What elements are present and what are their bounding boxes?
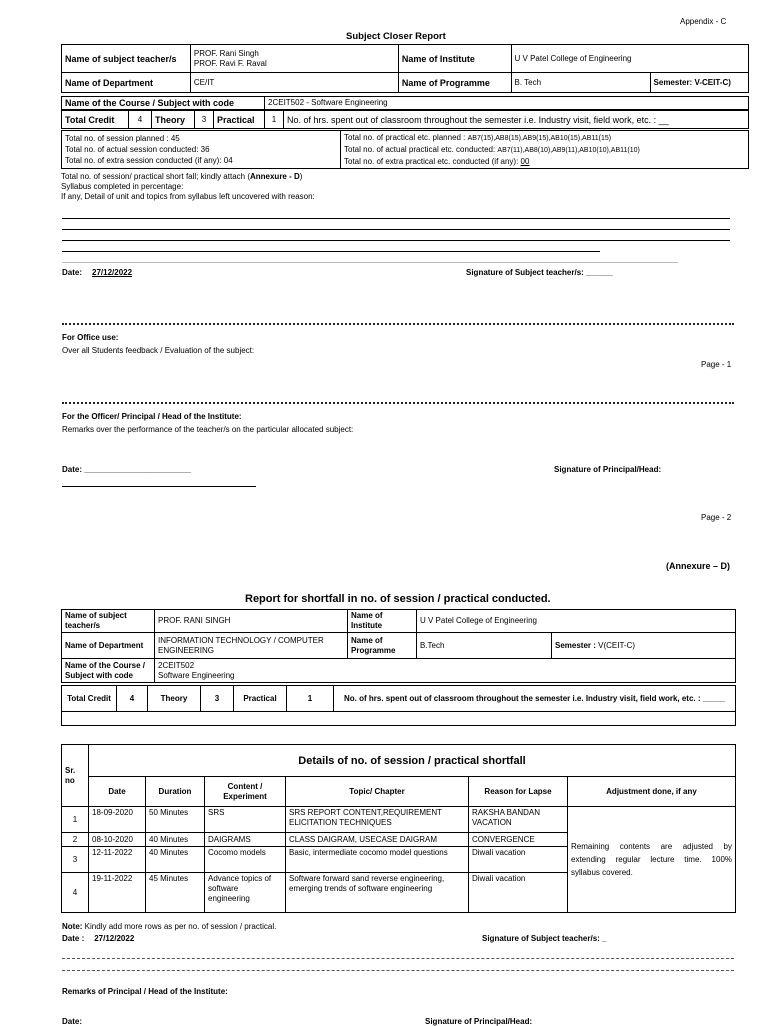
col-reason: Reason for Lapse — [469, 777, 568, 807]
row-reason: RAKSHA BANDAN VACATION — [469, 807, 568, 833]
theory-label: Theory — [152, 111, 195, 129]
prac-planned-value: AB7(15),AB8(15),AB9(15),AB10(15),AB11(15) — [467, 135, 612, 142]
row-date: 08-10-2020 — [89, 833, 146, 847]
shortfall-notes — [61, 172, 315, 202]
row-duration: 50 Minutes — [146, 807, 205, 833]
col-duration: Duration — [146, 777, 205, 807]
h2-teacher-value: PROF. RANI SINGH — [155, 610, 348, 633]
row-duration: 45 Minutes — [146, 873, 205, 913]
h2-practical-label: Practical — [234, 686, 287, 712]
h2-course-label: Name of the Course / Subject with code — [62, 659, 155, 683]
signature3: Signature of Subject teacher/s: _ — [482, 934, 607, 943]
shortfall-note-prefix: Total no. of session/ practical short fall; kindly attach ( — [61, 172, 250, 181]
hours-label: No. of hrs. spent out of classroom throughout the semester i.e. Industry visit, field work, etc. : __ — [284, 111, 749, 129]
col-topic: Topic/ Chapter — [286, 777, 469, 807]
teacher-label: Name of subject teacher/s — [62, 45, 191, 73]
shortfall-note-annexure: Annexure - D — [249, 172, 300, 181]
separator-line — [62, 402, 734, 404]
teacher-2: PROF. Ravi F. Raval — [193, 58, 267, 68]
details-table — [61, 744, 736, 913]
page-1-label: Page - 1 — [701, 360, 732, 369]
prac-actual-label: Total no. of actual practical etc. conducted: — [344, 145, 498, 154]
h2-institute-value: U V Patel College of Engineering — [417, 610, 736, 633]
h2-course-code: 2CEIT502 — [158, 660, 195, 670]
session-counts — [62, 131, 341, 169]
h2-credit-label: Total Credit — [62, 686, 117, 712]
practical-counts — [341, 131, 749, 169]
col-content: Content / Experiment — [205, 777, 286, 807]
row-sr: 2 — [62, 833, 89, 847]
date2-label: Date: ________________________ — [62, 465, 192, 474]
shortfall-note-suffix: ) — [299, 172, 303, 181]
theory-value: 3 — [195, 111, 214, 129]
blank-line — [62, 486, 256, 487]
h2-semester — [552, 633, 736, 659]
signature1: Signature of Subject teacher/s: ______ — [466, 268, 613, 277]
course-label: Name of the Course / Subject with code — [62, 97, 265, 110]
report-title: Subject Closer Report — [346, 31, 446, 42]
h2-course-name: Software Engineering — [158, 670, 235, 680]
credit-value: 4 — [129, 111, 152, 129]
uncovered-line: If any, Detail of unit and topics from syllabus left uncovered with reason: — [61, 192, 315, 201]
row-content: DAIGRAMS — [205, 833, 286, 847]
prac-actual-value: AB7(11),AB8(10),AB9(11),AB10(10),AB11(10) — [497, 147, 640, 154]
h2-practical-value: 1 — [287, 686, 334, 712]
session-actual: Total no. of actual session conducted: 36 — [65, 145, 210, 154]
programme-label: Name of Programme — [398, 73, 511, 93]
row-date: 12-11-2022 — [89, 847, 146, 873]
row-reason: CONVERGENCE — [469, 833, 568, 847]
note-prefix: Note: — [62, 922, 83, 931]
officer-heading: For the Officer/ Principal / Head of the Institute: — [62, 412, 242, 421]
row-topic: Basic, intermediate cocomo model questions — [286, 847, 469, 873]
row-date: 18-09-2020 — [89, 807, 146, 833]
credit-label: Total Credit — [62, 111, 129, 129]
row-topic: SRS REPORT CONTENT,REQUIREMENT ELICITATION TECHNIQUES — [286, 807, 469, 833]
teacher-1: PROF. Rani Singh — [193, 48, 259, 58]
prac-planned-label: Total no. of practical etc. planned : — [344, 133, 468, 142]
programme-value: B. Tech — [511, 73, 650, 93]
h2-department-label: Name of Department — [62, 633, 155, 659]
row-topic: CLASS DAIGRAM, USECASE DAIGRAM — [286, 833, 469, 847]
details-title: Details of no. of session / practical shortfall — [89, 745, 736, 777]
report2-title: Report for shortfall in no. of session / practical conducted. — [245, 593, 551, 605]
date3-value: 27/12/2022 — [94, 934, 135, 943]
blank-line — [62, 240, 730, 241]
semester-label: Semester: V-CEIT-C) — [650, 73, 748, 93]
teacher-names — [190, 45, 398, 73]
h2-institute-label: Name of Institute — [348, 610, 417, 633]
date3-label: Date : — [62, 934, 85, 943]
blank-line — [62, 218, 730, 219]
srno-label: Sr. no — [62, 745, 89, 807]
course-value: 2CEIT502 - Software Engineering — [265, 97, 749, 110]
h2-department-value: INFORMATION TECHNOLOGY / COMPUTER ENGINEERING — [155, 633, 348, 659]
department-value: CE/IT — [190, 73, 398, 93]
practical-label: Practical — [214, 111, 265, 129]
h2-hours-label: No. of hrs. spent out of classroom throughout the semester i.e. Industry visit, field work, etc. : _____ — [334, 686, 736, 712]
separator-line — [62, 970, 734, 971]
institute-value: U V Patel College of Engineering — [511, 45, 748, 73]
note — [62, 922, 276, 931]
h2-semester-label: Semester : — [555, 640, 599, 650]
date4-label: Date: — [62, 1017, 83, 1026]
feedback-line: Over all Students feedback / Evaluation of the subject: — [62, 346, 255, 355]
row-reason: Diwali vacation — [469, 873, 568, 913]
sessions-table — [61, 130, 749, 169]
annexure-label: (Annexure – D) — [666, 561, 731, 571]
h2-theory-value: 3 — [201, 686, 234, 712]
remarks-line: Remarks over the performance of the teacher/s on the particular allocated subject: — [62, 425, 354, 434]
row-duration: 40 Minutes — [146, 833, 205, 847]
col-adjustment: Adjustment done, if any — [568, 777, 736, 807]
prac-extra-value: 00 — [520, 157, 530, 166]
row-reason: Diwali vacation — [469, 847, 568, 873]
course-table — [61, 96, 749, 110]
office-use-heading: For Office use: — [62, 333, 119, 342]
row-sr: 4 — [62, 873, 89, 913]
col-date: Date — [89, 777, 146, 807]
session-planned: Total no. of session planned : 45 — [65, 134, 180, 143]
prac-extra-label: Total no. of extra practical etc. conducted (if any): — [344, 157, 521, 166]
page-2-label: Page - 2 — [701, 513, 732, 522]
separator-line — [62, 323, 734, 325]
session-extra: Total no. of extra session conducted (if any): 04 — [65, 156, 233, 165]
row-date: 19-11-2022 — [89, 873, 146, 913]
h2-theory-label: Theory — [148, 686, 201, 712]
h2-programme-label: Name of Programme — [348, 633, 417, 659]
row-content: Advance topics of software engineering — [205, 873, 286, 913]
separator-line — [62, 958, 734, 959]
institute-label: Name of Institute — [398, 45, 511, 73]
date3 — [62, 934, 134, 943]
date1 — [62, 268, 160, 277]
date1-label: Date: — [62, 268, 83, 277]
row-duration: 40 Minutes — [146, 847, 205, 873]
appendix-label: Appendix - C — [680, 17, 727, 26]
row-sr: 3 — [62, 847, 89, 873]
adjustment-cell: Remaining contents are adjusted by extending regular lecture time. 100% syllabus covered. — [568, 807, 736, 913]
syllabus-line: Syllabus completed in percentage: — [61, 182, 184, 191]
practical-value: 1 — [265, 111, 284, 129]
row-content: Cocomo models — [205, 847, 286, 873]
blank-line — [62, 251, 600, 252]
h2-teacher-label: Name of subject teacher/s — [62, 610, 155, 633]
department-label: Name of Department — [62, 73, 191, 93]
credit2-table — [61, 685, 736, 726]
credit-table — [61, 110, 749, 129]
blank-line — [62, 262, 678, 263]
row-content: SRS — [205, 807, 286, 833]
signature2: Signature of Principal/Head: — [554, 465, 662, 474]
blank-row — [62, 712, 736, 726]
header2-table — [61, 609, 736, 683]
h2-credit-value: 4 — [117, 686, 148, 712]
h2-programme-value: B.Tech — [417, 633, 552, 659]
h2-course — [155, 659, 736, 683]
blank-line — [62, 229, 730, 230]
h2-semester-value: V(CEIT-C) — [598, 640, 636, 650]
header-table — [61, 44, 749, 93]
signature4: Signature of Principal/Head: — [425, 1017, 533, 1026]
row-sr: 1 — [62, 807, 89, 833]
row-topic: Software forward sand reverse engineering, emerging trends of software engineering — [286, 873, 469, 913]
note-text: Kindly add more rows as per no. of session / practical. — [82, 922, 277, 931]
date1-value: 27/12/2022 — [92, 268, 133, 277]
table-row — [62, 807, 736, 833]
remarks2: Remarks of Principal / Head of the Institute: — [62, 987, 228, 996]
